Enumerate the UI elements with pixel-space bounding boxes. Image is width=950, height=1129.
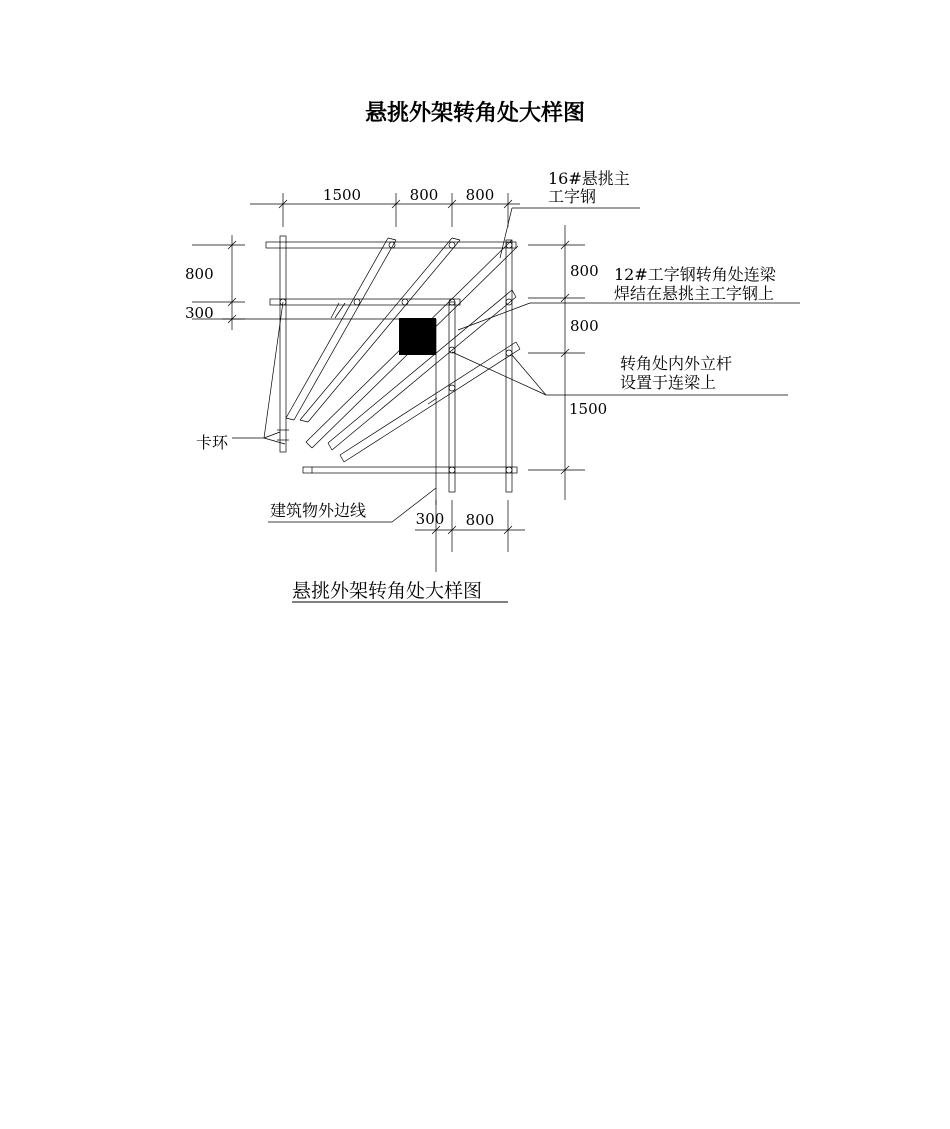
note-corner-beam-line2: 焊结在悬挑主工字钢上 <box>614 284 775 303</box>
note-corner-poles-line2: 设置于连梁上 <box>620 373 717 392</box>
note-main-beam-line1: 16#悬挑主 <box>548 169 630 188</box>
dim-bottom-1: 300 <box>415 510 445 528</box>
note-building-edge: 建筑物外边线 <box>270 501 367 520</box>
note-corner-beam-line1: 12#工字钢转角处连梁 <box>614 265 776 284</box>
dim-left-2: 300 <box>185 304 214 322</box>
note-clamp: 卡环 <box>196 433 229 452</box>
dim-right-1: 800 <box>570 262 599 280</box>
dim-right-3: 1500 <box>569 400 608 418</box>
page-title: 悬挑外架转角处大样图 <box>364 101 585 126</box>
dim-right-2: 800 <box>570 317 599 335</box>
note-corner-poles-line1: 转角处内外立杆 <box>620 354 733 373</box>
horizontal-ledgers <box>266 242 517 473</box>
drawing-caption: 悬挑外架转角处大样图 <box>292 580 483 602</box>
dim-top-2: 800 <box>409 186 439 204</box>
joint-circles <box>280 242 512 473</box>
column-block <box>399 318 436 355</box>
dim-top-3: 800 <box>465 186 495 204</box>
note-main-beam-line2: 工字钢 <box>548 187 597 206</box>
dim-top-1: 1500 <box>322 186 362 204</box>
dim-bottom-2: 800 <box>465 511 495 529</box>
dim-left-1: 800 <box>185 265 214 283</box>
